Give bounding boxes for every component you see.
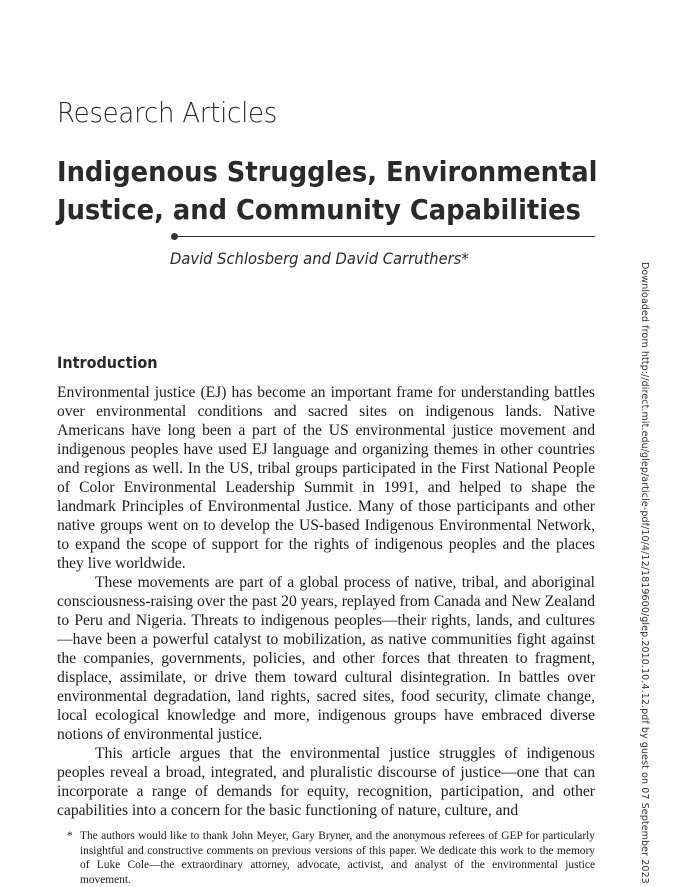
section-heading: Introduction <box>57 353 158 372</box>
body-paragraph-1: Environmental justice (EJ) has become an important frame for understanding battles over environmental conditions and sacred sites on indigenous lands. Native Americans have long been a part of the US environmental justice movement and indigenous peoples have used EJ language and organizing themes in other countries and regions as well. In the US, tribal groups participated in the First National People of Color Environmental Leadership Summit in 1991, and helped to shape the landmark Principles of Environmental Justice. Many of those participants and other native groups went on to develop the US-based Indigenous Environmental Network, to expand the scope of support for the rights of indigenous peoples and the places they live worldwide. <box>57 384 595 572</box>
article-title-line-2: Justice, and Community Capabilities <box>57 193 581 226</box>
title-rule <box>174 236 595 237</box>
section-label: Research Articles <box>57 96 278 129</box>
download-watermark-text: Downloaded from http://direct.mit.edu/glep/article-pdf/10/4/12/1819600/glep.2010.10.4.12.pdf by guest on 07 September 2023 <box>639 262 650 884</box>
article-title <box>57 153 598 229</box>
article-body <box>57 383 595 820</box>
body-paragraph-2: These movements are part of a global process of native, tribal, and aboriginal consciousness-raising over the past 20 years, replayed from Canada and New Zealand to Peru and Nigeria. Threats to indigenous peoples—their rights, lands, and cultures—have been a powerful catalyst to mobilization, as native communities fight against the companies, governments, policies, and other forces that threaten to fragment, displace, assimilate, or drive them toward cultural disintegration. In battles over environmental degradation, land rights, sacred sites, food security, climate change, local ecological knowledge and more, indigenous groups have embraced diverse notions of environmental justice. <box>57 574 595 743</box>
author-footnote <box>57 829 595 887</box>
author-byline: David Schlosberg and David Carruthers* <box>170 249 469 268</box>
article-title-line-1: Indigenous Struggles, Environmental <box>57 155 598 188</box>
body-paragraph-3: This article argues that the environmental justice struggles of indigenous peoples reveal a broad, integrated, and pluralistic discourse of justice—one that can incorporate a range of demands for equity, recognition, participation, and other capabilities into a concern for the basic functioning of nature, culture, and <box>57 745 595 819</box>
footnote-mark: * <box>67 830 73 842</box>
footnote-text: The authors would like to thank John Meyer, Gary Bryner, and the anonymous referees of GEP for particularly insightful and constructive comments on previous versions of this paper. We dedicate this work to the memory of Luke Cole—the extraordinary attorney, advocate, activist, and analyst of the environmental justice movement. <box>80 830 595 886</box>
